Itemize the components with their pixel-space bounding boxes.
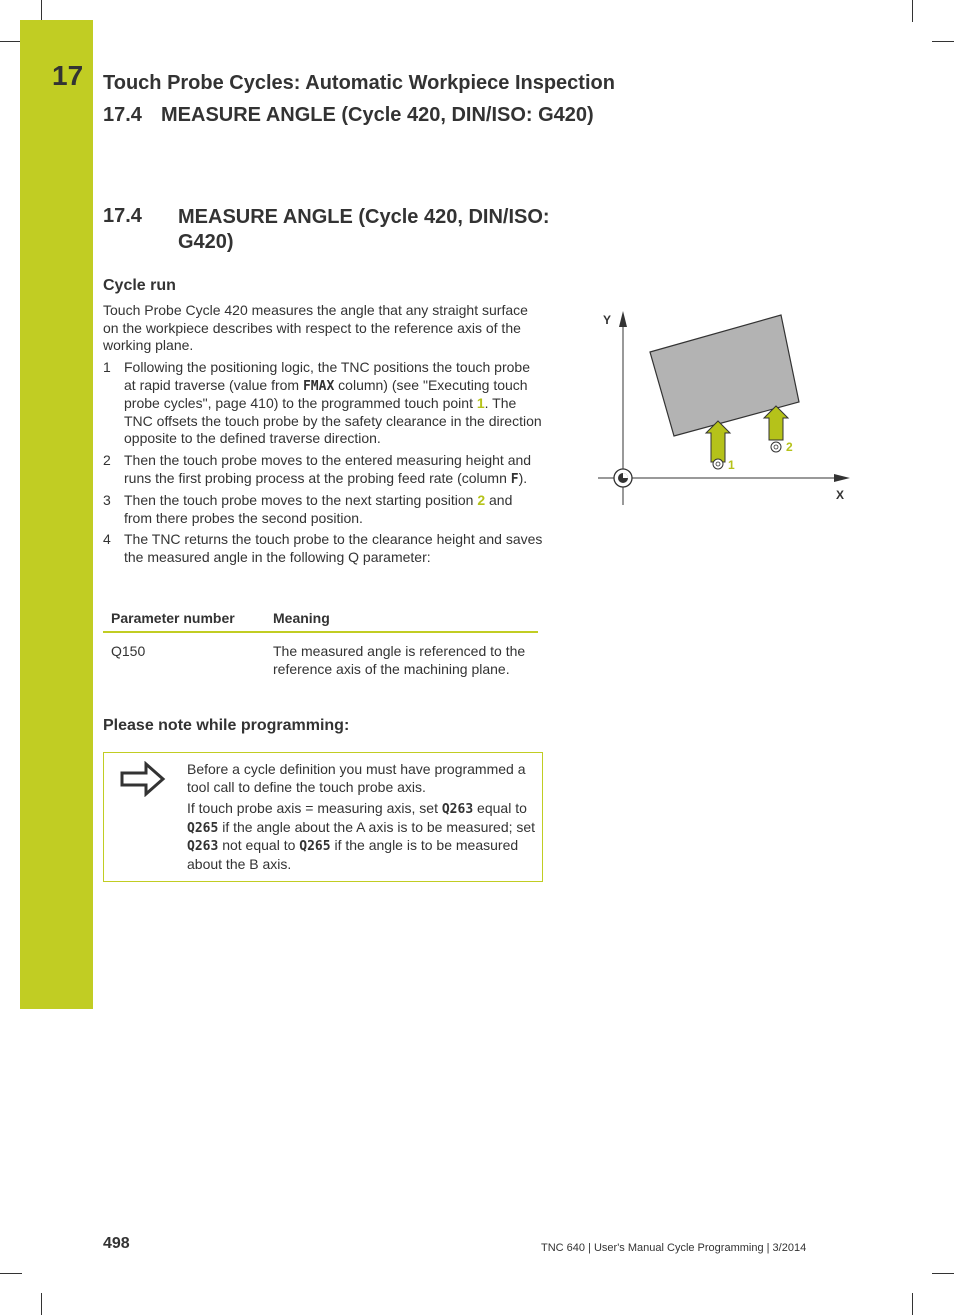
crop-mark: [0, 41, 22, 42]
crop-mark: [0, 1273, 22, 1274]
step-item: 3 Then the touch probe moves to the next starting position 2 and from there probes the second position.: [103, 492, 513, 526]
note-text: [187, 761, 537, 878]
table-header: [103, 607, 538, 633]
section-title: MEASURE ANGLE (Cycle 420, DIN/ISO: G420): [178, 206, 550, 253]
column-header: Meaning: [273, 610, 330, 626]
code-fmax: FMAX: [302, 378, 335, 394]
code-f: F: [510, 471, 519, 487]
crop-mark: [932, 1273, 954, 1274]
touch-point-ref: 1: [476, 395, 485, 412]
code-q265: Q265: [299, 839, 331, 855]
step-number: 3: [103, 492, 111, 509]
notes-heading: Please note while programming:: [103, 717, 350, 734]
touch-point-2-label: 2: [786, 440, 793, 454]
crop-mark: [912, 0, 913, 22]
step-number: 1: [103, 359, 111, 375]
chapter-number: 17: [52, 60, 84, 91]
crop-mark: [932, 41, 954, 42]
table-cell: The measured angle is referenced to the reference axis of the machining plane.: [273, 643, 526, 677]
footer-text: TNC 640 | User's Manual Cycle Programming | 3/2014: [541, 1242, 807, 1254]
arrow-right-icon: [120, 761, 166, 797]
touch-point-1-icon: [713, 459, 723, 469]
step-item: 1 Following the positioning logic, the TNC positions the touch probe at rapid traverse (value from FMAX column) (see "Executing touch probe cycles", page 410) to the programmed touch point 1. The TNC offsets the touch probe by the safety clearance in the direction opposite to the defined traverse direction.: [103, 359, 542, 447]
cycle-run-heading: Cycle run: [103, 277, 176, 294]
y-axis-arrowhead: [619, 311, 627, 327]
table-cell: Q150: [111, 643, 146, 659]
cycle-steps: [103, 359, 543, 571]
touch-probe-diagram: [590, 305, 860, 515]
touch-point-2-icon: [771, 442, 781, 452]
crop-mark: [41, 0, 42, 22]
running-section-title: MEASURE ANGLE (Cycle 420, DIN/ISO: G420): [161, 104, 594, 126]
divider: [185, 753, 186, 881]
cycle-run-intro: Touch Probe Cycle 420 measures the angle that any straight surface on the workpiece describes with respect to the reference axis of the working plane.: [103, 302, 528, 354]
code-q263: Q263: [441, 802, 474, 818]
x-axis-label: X: [836, 488, 845, 502]
page-number: 498: [103, 1235, 130, 1252]
note-paragraph: If touch probe axis = measuring axis, set Q263 equal to Q265 if the angle about the A axis is to be measured; set Q263 not equal to Q265 if the angle is to be measured about the B axis.: [187, 800, 536, 872]
touch-point-ref: 2: [477, 492, 486, 509]
running-section-number: 17.4: [103, 104, 142, 126]
section-number: 17.4: [103, 205, 142, 227]
datum-icon: [614, 469, 632, 487]
chapter-title: Touch Probe Cycles: Automatic Workpiece Inspection: [103, 72, 615, 94]
probe-arrow-1: [706, 421, 730, 462]
running-section-header: [103, 104, 594, 127]
step-number: 4: [103, 531, 111, 548]
x-axis-arrowhead: [834, 474, 850, 482]
step-item: 2 Then the touch probe moves to the entered measuring height and runs the first probing process at the probing feed rate (column F).: [103, 451, 532, 487]
crop-mark: [912, 1293, 913, 1315]
step-number: 2: [103, 451, 111, 468]
column-header: Parameter number: [111, 610, 235, 626]
chapter-sidebar: [20, 20, 93, 1009]
y-axis-label: Y: [603, 313, 612, 327]
crop-mark: [41, 1293, 42, 1315]
note-paragraph: Before a cycle definition you must have programmed a tool call to define the touch probe axis.: [187, 761, 526, 795]
parameter-table: [103, 607, 538, 697]
step-item: 4 The TNC returns the touch probe to the clearance height and saves the measured angle in the following Q parameter:: [103, 531, 543, 565]
code-q263: Q263: [187, 839, 219, 855]
code-q265: Q265: [187, 820, 219, 836]
note-box: [103, 752, 543, 882]
table-row: [103, 633, 538, 697]
touch-point-1-label: 1: [728, 458, 735, 472]
